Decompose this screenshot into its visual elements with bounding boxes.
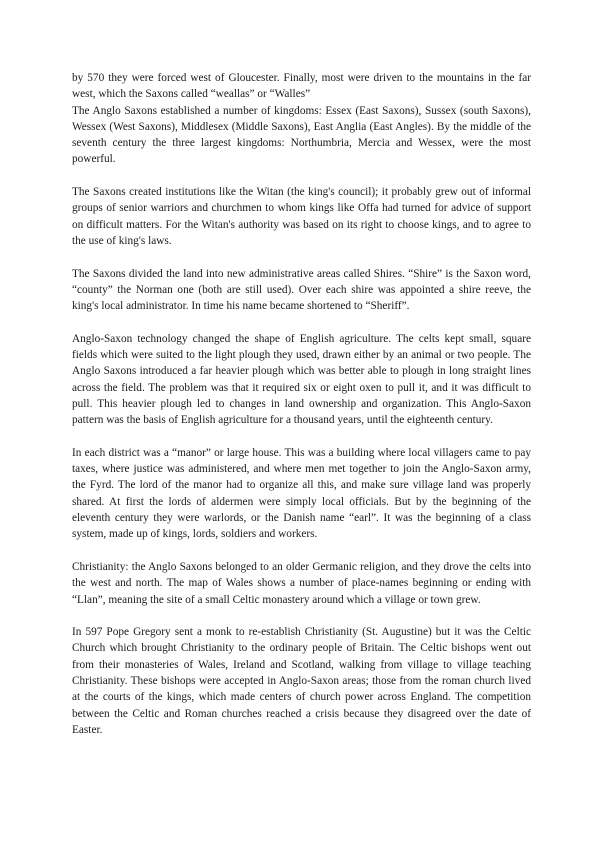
paragraph-agriculture: Anglo-Saxon technology changed the shape of English agriculture. The celts kept small, square fields which were suited to the light plough they used, drawn either by an animal or two people. The Anglo Saxons introduced a far heavier plough which was better able to plough in long straight lines across the field. The problem was that it required six or eight oxen to pull it, and it was difficult to pull. This heavier plough led to changes in land ownership and organization. This Anglo-Saxon pattern was the basis of English agriculture for a thousand years, until the eighteenth century. bbox=[72, 332, 531, 427]
paragraph-saxon-retreat: by 570 they were forced west of Gloucester. Finally, most were driven to the mountains in the far west, which the Saxons called “weallas” or “Walles” bbox=[72, 72, 531, 101]
paragraph-shires: The Saxons divided the land into new administrative areas called Shires. “Shire” is the Saxon word, “county” the Norman one (both are still used). Over each shire was appointed a shire reeve, the king's local administrator. In time his name became shortened to “Sheriff”. bbox=[72, 267, 531, 313]
paragraph-celtic-church: In 597 Pope Gregory sent a monk to re-establish Christianity (St. Augustine) but it was the Celtic Church which brought Christianity to the ordinary people of Britain. The Celtic bishops went out from their monasteries of Wales, Ireland and Scotland, walking from village to village teaching Christianity. These bishops were accepted in Anglo-Saxon areas; those from the roman church lived at the courts of the kings, which made centers of church power across England. The competition between the Celtic and Roman churches reached a crisis because they disagreed over the date of Easter. bbox=[72, 626, 531, 736]
paragraph-christianity: Christianity: the Anglo Saxons belonged to an older Germanic religion, and they drove the celts into the west and north. The map of Wales shows a number of place-names beginning or ending with “Llan”, meaning the site of a small Celtic monastery around which a village or town grew. bbox=[72, 560, 531, 606]
paragraph-witan: The Saxons created institutions like the Witan (the king's council); it probably grew out of informal groups of senior warriors and churchmen to whom kings like Offa had turned for advice of support on difficult matters. For the Witan's authority was based on its right to choose kings, and to agree to the use of king's laws. bbox=[72, 186, 531, 247]
document-page bbox=[72, 70, 531, 754]
paragraph-manor: In each district was a “manor” or large house. This was a building where local villagers came to pay taxes, where justice was administered, and where men met together to join the Anglo-Saxon army, the Fyrd. The lord of the manor had to organize all this, and make sure village land was properly shared. At first the lords of aldermen were simply local officials. But by the beginning of the eleventh century they were warlords, or the Danish name “earl”. It was the beginning of a class system, made up of kings, lords, soldiers and workers. bbox=[72, 446, 531, 541]
paragraph-kingdoms: The Anglo Saxons established a number of kingdoms: Essex (East Saxons), Sussex (south Saxons), Wessex (West Saxons), Middlesex (Middle Saxons), East Anglia (East Angles). By the middle of the seventh century the three largest kingdoms: Northumbria, Mercia and Wessex, were the most powerful. bbox=[72, 104, 531, 166]
